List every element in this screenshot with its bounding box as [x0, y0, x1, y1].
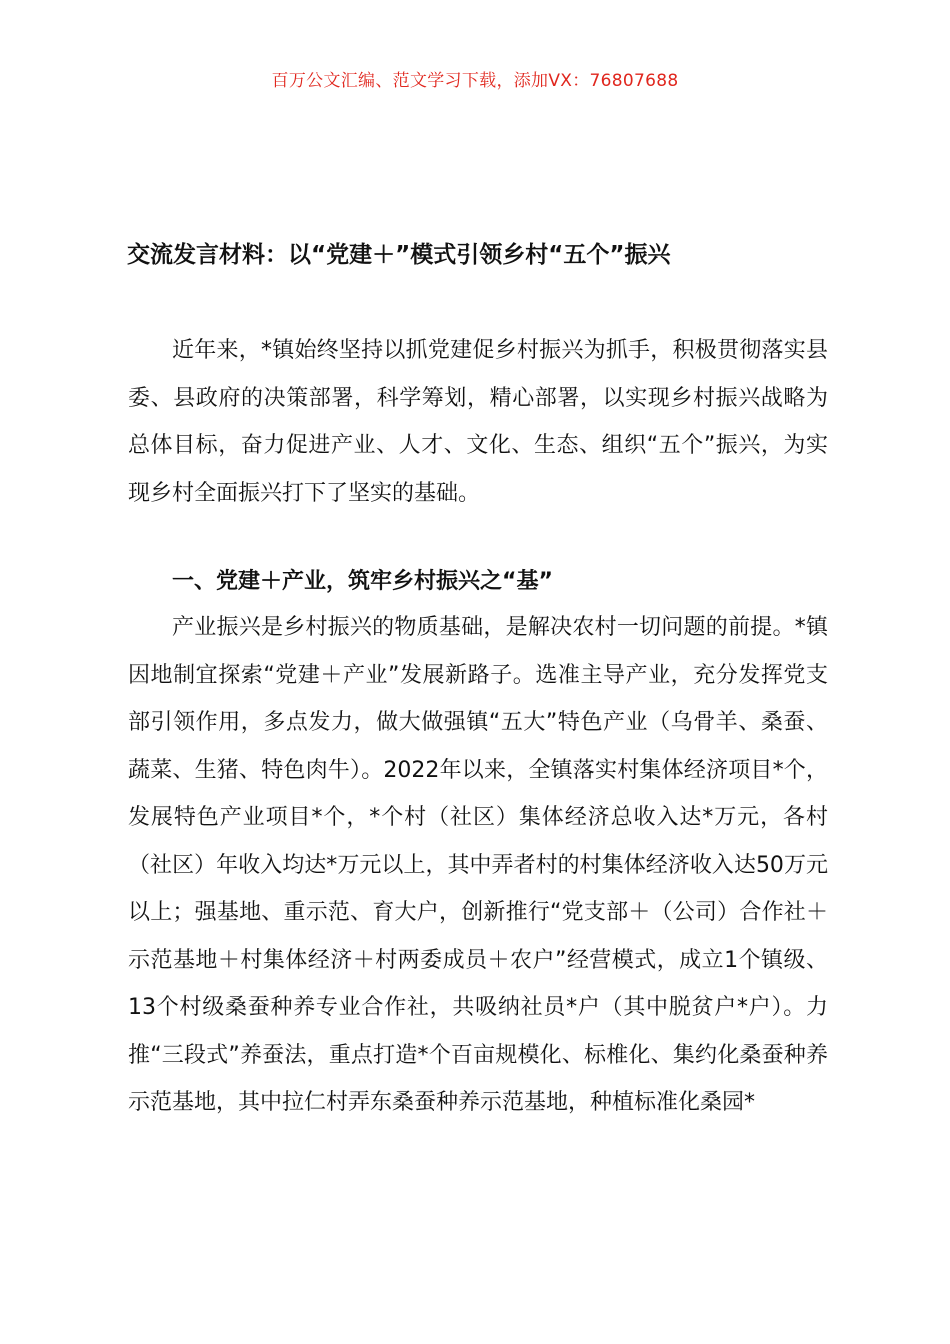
- document-title: 交流发言材料：以“党建＋”模式引领乡村“五个”振兴: [127, 242, 671, 268]
- intro-paragraph: 近年来，*镇始终坚持以抓党建促乡村振兴为抓手，积极贯彻落实县委、县政府的决策部署，科学筹划，精心部署，以实现乡村振兴战略为总体目标，奋力促进产业、人才、文化、生态、组织“五个”振兴，为实现乡村全面振兴打下了坚实的基础。: [128, 338, 828, 506]
- industry-paragraph: 产业振兴是乡村振兴的物质基础，是解决农村一切问题的前提。*镇因地制宜探索“党建＋产业”发展新路子。选准主导产业，充分发挥党支部引领作用，多点发力，做大做强镇“五大”特色产业（乌骨羊、桑蚕、蔬菜、生猪、特色肉牛）。2022年以来，全镇落实村集体经济项目*个，发展特色产业项目*个，*个村（社区）集体经济总收入达*万元，各村（社区）年收入均达*万元以上，其中弄者村的村集体经济收入达50万元以上；强基地、重示范、育大户，创新推行“党支部＋（公司）合作社＋示范基地＋村集体经济＋村两委成员＋农户”经营模式，成立1个镇级、13个村级桑蚕种养专业合作社，共吸纳社员*户（其中脱贫户*户）。力推“三段式”养蚕法，重点打造*个百亩规模化、标椎化、集约化桑蚕种养示范基地，其中拉仁村弄东桑蚕种养示范基地，种植标准化桑园*: [128, 615, 828, 1115]
- download-notice: 百万公文汇编、范文学习下载，添加VX：76807688: [271, 71, 679, 91]
- section-heading: 一、党建＋产业，筑牢乡村振兴之“基”: [172, 569, 553, 594]
